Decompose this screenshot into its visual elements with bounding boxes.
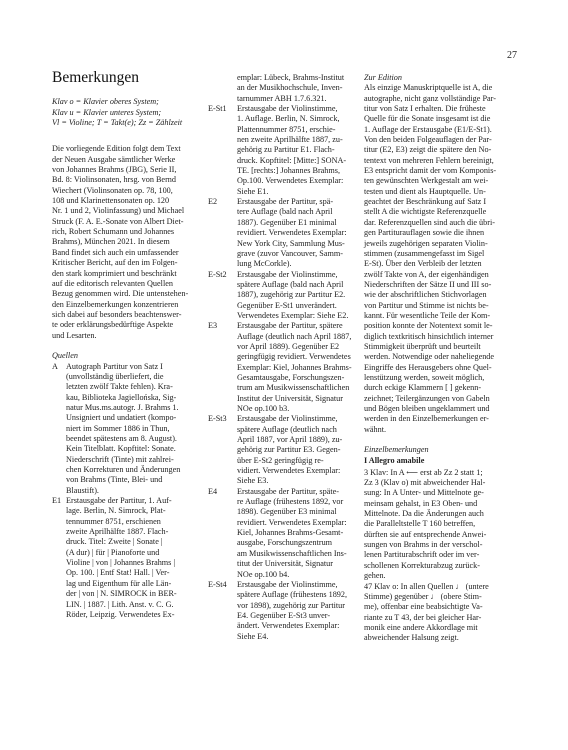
remark-line: Mittelnote. Da die Änderungen auch <box>364 509 484 519</box>
source-line: kau, Biblioteka Jagiellońska, Sig- <box>66 392 177 402</box>
source-entry <box>52 496 202 620</box>
zur-edition-line: autographe, nicht ganz vollständige Par- <box>364 93 496 103</box>
intro-line: te oder erklärungsbedürftige Aspekte <box>52 320 174 330</box>
source-line: (A dur) | für | Pianoforte und <box>66 547 160 557</box>
column-left <box>52 69 202 620</box>
remark-line: lenen Partiturabschrift oder im ver- <box>364 550 480 560</box>
source-line: E4. Gegenüber E-St3 unver- <box>237 610 331 620</box>
source-line: Siehe E3. <box>237 476 269 486</box>
remark-line: 47 Klav o: In allen Quellen ♩ (untere <box>364 581 489 591</box>
source-line: zweite Aprilhälfte 1887. Flach- <box>66 527 169 537</box>
source-entry <box>208 321 356 414</box>
zur-edition-line: gen Partiturauflagen sowie die ihnen <box>364 228 485 238</box>
source-line: LIN. | 1887. | Lith. Anst. v. C. G. <box>66 599 174 609</box>
source-line: spätere Auflage (deutlich nach <box>237 424 337 434</box>
source-line: der | von | N. SIMROCK in BER- <box>66 589 177 599</box>
source-line: revidiert. Verwendetes Exemplar: <box>237 517 347 527</box>
source-line: lung McCorkle). <box>237 259 292 269</box>
source-line: chen Korrekturen und Änderungen <box>66 465 181 475</box>
remark-line: 3 Klav: In A ⟵ erst ab Zz 2 statt 1; <box>364 467 483 477</box>
source-line: New York City, Sammlung Mus- <box>237 238 345 248</box>
quellen-heading: Quellen <box>52 351 78 361</box>
zur-edition-line: wähnt. <box>364 424 387 434</box>
source-line: vor April 1889). Gegenüber E2 <box>237 341 340 351</box>
source-line: Gesamtausgabe, Forschungszen- <box>237 372 345 382</box>
intro-line: 108 und Klarinettensonaten op. 120 <box>52 196 170 206</box>
intro-line: den stark komprimiert und beschränkt <box>52 268 177 278</box>
source-line: Verwendetes Exemplar: Siehe E2. <box>237 310 349 320</box>
source-line: geringfügig revidiert. Verwendetes <box>237 352 351 362</box>
source-line: NOe op.100 b4. <box>237 569 290 579</box>
intro-line: Die vorliegende Edition folgt dem Text <box>52 144 181 154</box>
zur-edition-line: Von den beiden Folgeauflagen der Par- <box>364 135 492 145</box>
zur-edition-line: 1. Auflage der Erstausgabe (E1/E-St1). <box>364 124 492 134</box>
remark-line: riante zu T 43, der bei gleicher Har- <box>364 612 482 622</box>
source-line: Kiel, Johannes Brahms-Gesamt- <box>237 528 344 538</box>
column-right <box>364 73 516 644</box>
page-number: 27 <box>507 50 517 61</box>
zur-edition-line: werden in den Einzelbemerkungen er- <box>364 414 489 424</box>
source-continuation <box>208 73 356 104</box>
source-line: am Musikwissenschaftlichen Ins- <box>237 548 347 558</box>
zur-edition-line: jeweils zugehörigen separaten Violin- <box>364 238 488 248</box>
source-line: Erstausgabe der Violinstimme, <box>237 104 338 114</box>
source-line: Plattennummer 8751, erschie- <box>237 124 336 134</box>
source-line: trum am Musikwissenschaftlichen <box>237 383 350 393</box>
source-line: NOe op.100 b3. <box>237 404 290 413</box>
source-line: Siehe E1. <box>237 186 269 196</box>
intro-line: der Neuen Ausgabe sämtlicher Werke <box>52 154 176 164</box>
source-siglum: E-St3 <box>208 414 227 424</box>
source-line: Autograph Partitur von Satz I <box>66 361 163 371</box>
source-line: Röder, Leipzig. Verwendetes Ex- <box>66 609 175 619</box>
source-line: letzten zwölf Takte fehlen). Kra- <box>66 382 173 392</box>
remarks-list <box>364 468 516 644</box>
page-title: Bemerkungen <box>52 69 139 86</box>
source-line: von Brahms (Tinte, Blei- und <box>66 475 163 485</box>
source-line: tarnummer ABH 1.7.6.321. <box>237 93 327 103</box>
source-line: Erstausgabe der Violinstimme, <box>237 414 338 424</box>
remark-line: monik eine andere Akkordlage mit <box>364 622 478 632</box>
zur-edition-line: Als einzige Manuskriptquelle ist A, die <box>364 83 493 93</box>
zur-edition-line: lenstützung werden, soweit möglich, <box>364 372 485 382</box>
intro-line: Wiechert (Violinsonaten op. 78, 100, <box>52 185 173 195</box>
source-line: Kein Titelblatt. Kopftitel: Sonate. <box>66 444 176 454</box>
source-line: Op. 100. | Entf Stat! Hall. | Ver- <box>66 568 170 578</box>
zur-edition-line: titur von Satz I erhalten. Die früheste <box>364 104 486 114</box>
source-siglum: E1 <box>52 496 62 506</box>
intro-line: Bezug genommen wird. Die untenstehen- <box>52 289 189 299</box>
source-line: vidiert. Verwendetes Exemplar: <box>237 466 341 476</box>
intro-line: sich dabei auf besonders beachtenswer- <box>52 309 182 319</box>
intro-line: Band findet sich auch ein umfassender <box>52 247 179 257</box>
source-line: spätere Auflage (frühestens 1892, <box>237 590 348 600</box>
source-line: über E-St2 geringfügig re- <box>237 455 324 465</box>
zur-edition-line: wie der abschriftlichen Stichvorlagen <box>364 290 487 300</box>
intro-line: und Lesarten. <box>52 330 97 340</box>
source-entry <box>208 580 356 642</box>
source-entry <box>208 414 356 486</box>
source-line: ändert. Verwendetes Exemplar: <box>237 621 340 631</box>
zur-edition-line: stellt A die wichtigste Referenzquelle <box>364 207 487 217</box>
source-line: nen zweite Aprilhälfte 1887, zu- <box>237 135 343 145</box>
source-line: gehörig zur Partitur E3. Gegen- <box>237 445 341 455</box>
remark-line: Zz 3 (Klav o) mit abweichender Hal- <box>364 478 486 488</box>
source-line: Erstausgabe der Partitur, spä- <box>237 197 334 207</box>
source-line: Erstausgabe der Partitur, späte- <box>237 486 339 496</box>
source-line: druck. Titel: Zweite | Sonate | <box>66 537 163 547</box>
source-line: niert im Sommer 1886 in Thun, <box>66 423 170 433</box>
source-siglum: A <box>52 361 58 371</box>
source-line: (unvollständig überliefert, die <box>66 371 164 381</box>
intro-line: Kritischer Bericht, auf den im Folgen- <box>52 258 178 268</box>
source-line: tere Auflage (bald nach April <box>237 207 333 217</box>
source-line: Erstausgabe der Partitur, spätere <box>237 321 343 331</box>
source-line: Gegenüber E-St1 unverändert. <box>237 300 337 310</box>
intro-line: Nr. 1 und 2, Violinfassung) und Michael <box>52 206 185 216</box>
zur-edition-line: tentext von mehreren Fehlern bereinigt, <box>364 155 494 165</box>
zur-edition-line: Stimmigkeit überprüft und beurteilt <box>364 341 481 351</box>
zur-edition-line: dar. Referenzquellen sind auch die übri- <box>364 217 495 227</box>
source-line: re Auflage (frühestens 1892, vor <box>237 497 344 507</box>
source-line: an der Musikhochschule, Inven- <box>237 83 343 93</box>
zur-edition-heading: Zur Edition <box>364 73 402 82</box>
abbreviation-line: Klav u = Klavier unteres System; <box>52 107 162 117</box>
intro-line: rich, Robert Schumann und Johannes <box>52 227 175 237</box>
source-line: Violine | von | Johannes Brahms | <box>66 558 176 568</box>
source-entry <box>208 197 356 269</box>
source-line: grave (zuvor Vancouver, Samm- <box>237 248 343 258</box>
source-entry <box>208 270 356 322</box>
remark-line: die Paralleltstelle T 160 betreffen, <box>364 519 476 529</box>
source-line: revidiert. Verwendetes Exemplar: <box>237 228 347 238</box>
zur-edition-line: zwölf Takte von A, der eigenhändigen <box>364 269 489 279</box>
source-line: ausgabe, Forschungszentrum <box>237 538 333 548</box>
source-line: Erstausgabe der Partitur, 1. Auf- <box>66 496 172 506</box>
zur-edition-line: position konnte der Notentext somit le- <box>364 321 493 331</box>
source-line: 1. Auflage. Berlin, N. Simrock, <box>237 114 340 124</box>
intro-line: den Einzelbemerkungen konzentrieren <box>52 299 179 309</box>
source-line: Exemplar: Kiel, Johannes Brahms- <box>237 362 352 372</box>
source-line: Niederschrift (Tinte) mit zahlrei- <box>66 454 174 464</box>
zur-edition-line: durch eckige Klammern [ ] gekenn- <box>364 383 482 393</box>
zur-edition-line: kannt. Für wesentliche Teile der Kom- <box>364 310 491 320</box>
zur-edition-line: testen und dient als Hauptquelle. Un- <box>364 186 486 196</box>
remark-line: meinsam gehalst, in E3 Oben- und <box>364 498 478 508</box>
zur-edition-line: Quelle für die Sonate insgesamt ist die <box>364 114 491 124</box>
source-line: Erstausgabe der Violinstimme, <box>237 579 338 589</box>
source-line: 1887). Gegenüber E1 minimal <box>237 217 337 227</box>
intro-line: Struck (F. A. E.-Sonate von Albert Diet- <box>52 216 184 226</box>
source-siglum: E-St4 <box>208 579 227 589</box>
source-line: natur Mus.ms.autogr. J. Brahms 1. <box>66 402 179 412</box>
remark-line: abweichender Halsung zeigt. <box>364 633 459 643</box>
remark-line: sung: In A Unter- und Mittelnote ge- <box>364 488 484 498</box>
source-line: gehörig zu Partitur E1. Flach- <box>237 145 335 155</box>
source-line: 1887), zugehörig zur Partitur E2. <box>237 290 346 300</box>
source-line: druck. Kopftitel: [Mitte:] SONA- <box>237 155 347 165</box>
movement-heading: I Allegro amabile <box>364 455 425 465</box>
column-middle <box>208 73 356 642</box>
source-line: Auflage (deutlich nach April 1887, <box>237 331 352 341</box>
intro-line: Brahms), München 2021. In diesem <box>52 237 170 247</box>
zur-edition-line: E-St). Über den Verbleib der letzten <box>364 259 482 269</box>
sources-list <box>52 362 202 621</box>
intro-paragraph <box>52 144 202 341</box>
source-entry <box>208 487 356 580</box>
source-siglum: E2 <box>208 197 218 207</box>
zur-edition-line: von Partitur und Stimme ist nichts be- <box>364 300 489 310</box>
zur-edition-line: und Bögen bleiben ungeklammert und <box>364 404 490 413</box>
zur-edition-line: ten gewünschten Werkgestalt am wei- <box>364 176 489 186</box>
abbreviation-line: Vl = Violine; T = Takt(e); Zz = Zählzeit <box>52 118 183 128</box>
remark-line: me), offenbar eine beabsichtigte Va- <box>364 602 483 612</box>
intro-line: auf die editorisch relevanten Quellen <box>52 278 173 288</box>
source-line: 1898). Gegenüber E3 minimal <box>237 507 337 517</box>
source-line: Op.100. Verwendetes Exemplar: <box>237 176 344 186</box>
remark-line: sungen von Brahms in der verschol- <box>364 540 483 550</box>
zur-edition-line: titur (E2, E3) zeigt die spätere den No- <box>364 145 492 155</box>
source-line: Siehe E4. <box>237 631 269 641</box>
source-line: vor 1898), zugehörig zur Partitur <box>237 600 346 610</box>
zur-edition-line: werden. Notwendige oder naheliegende <box>364 352 495 362</box>
intro-line: Bd. 8: Violinsonaten, hrsg. von Bernd <box>52 175 176 185</box>
source-line: spätere Auflage (bald nach April <box>237 279 344 289</box>
remark-line: dürften sie auf entsprechende Anwei- <box>364 529 487 539</box>
einzelbemerkungen-heading: Einzelbemerkungen <box>364 445 429 455</box>
zur-edition-line: Niederschriften der Sätze II und III so- <box>364 279 492 289</box>
remark-line: schollenen Korrekturabzug zurück- <box>364 560 480 570</box>
remark-line: Stimme) gegenüber ♩ (obere Stim- <box>364 591 482 601</box>
zur-edition-line: diglich textkritisch hinsichtlich interner <box>364 331 494 341</box>
zur-edition-line: stimmen (zusammengefasst im Sigel <box>364 248 485 258</box>
abbreviations <box>52 97 202 128</box>
source-entry <box>52 362 202 496</box>
source-line: Blaustift). <box>66 485 99 495</box>
zur-edition-line: zeichnet; Teilergänzungen von Gabeln <box>364 393 490 403</box>
zur-edition-line: Eingriffe des Herausgebers ohne Quel- <box>364 362 492 372</box>
source-line: April 1887, vor April 1889), zu- <box>237 435 343 445</box>
zur-edition-line: geachtet der Beschränkung auf Satz I <box>364 197 487 207</box>
source-line: TE. [rechts:] Johannes Brahms, <box>237 166 340 176</box>
source-line: titut der Universität, Signatur <box>237 559 333 569</box>
source-line: beendet spätestens am 8. August). <box>66 434 177 443</box>
source-siglum: E-St2 <box>208 269 227 279</box>
zur-edition-paragraph <box>364 83 516 435</box>
source-line: tennummer 8751, erschienen <box>66 516 161 526</box>
remark-line: gehen. <box>364 571 386 581</box>
source-line: lag und Eigenthum für alle Län- <box>66 578 172 588</box>
source-line: Unsigniert und undatiert (kompo- <box>66 413 177 423</box>
source-siglum: E4 <box>208 486 218 496</box>
zur-edition-line: E3 entspricht damit der vom Komponis- <box>364 166 497 176</box>
intro-line: von Johannes Brahms (JBG), Serie II, <box>52 165 177 175</box>
source-line: emplar: Lübeck, Brahms-Institut <box>237 73 345 82</box>
abbreviation-line: Klav o = Klavier oberes System; <box>52 97 159 107</box>
source-siglum: E3 <box>208 321 218 331</box>
source-siglum: E-St1 <box>208 104 227 114</box>
source-line: Erstausgabe der Violinstimme, <box>237 269 338 279</box>
source-line: Institut der Universität, Signatur <box>237 393 343 403</box>
source-entry <box>208 104 356 197</box>
sources-list <box>208 104 356 642</box>
source-line: lage. Berlin, N. Simrock, Plat- <box>66 506 166 516</box>
